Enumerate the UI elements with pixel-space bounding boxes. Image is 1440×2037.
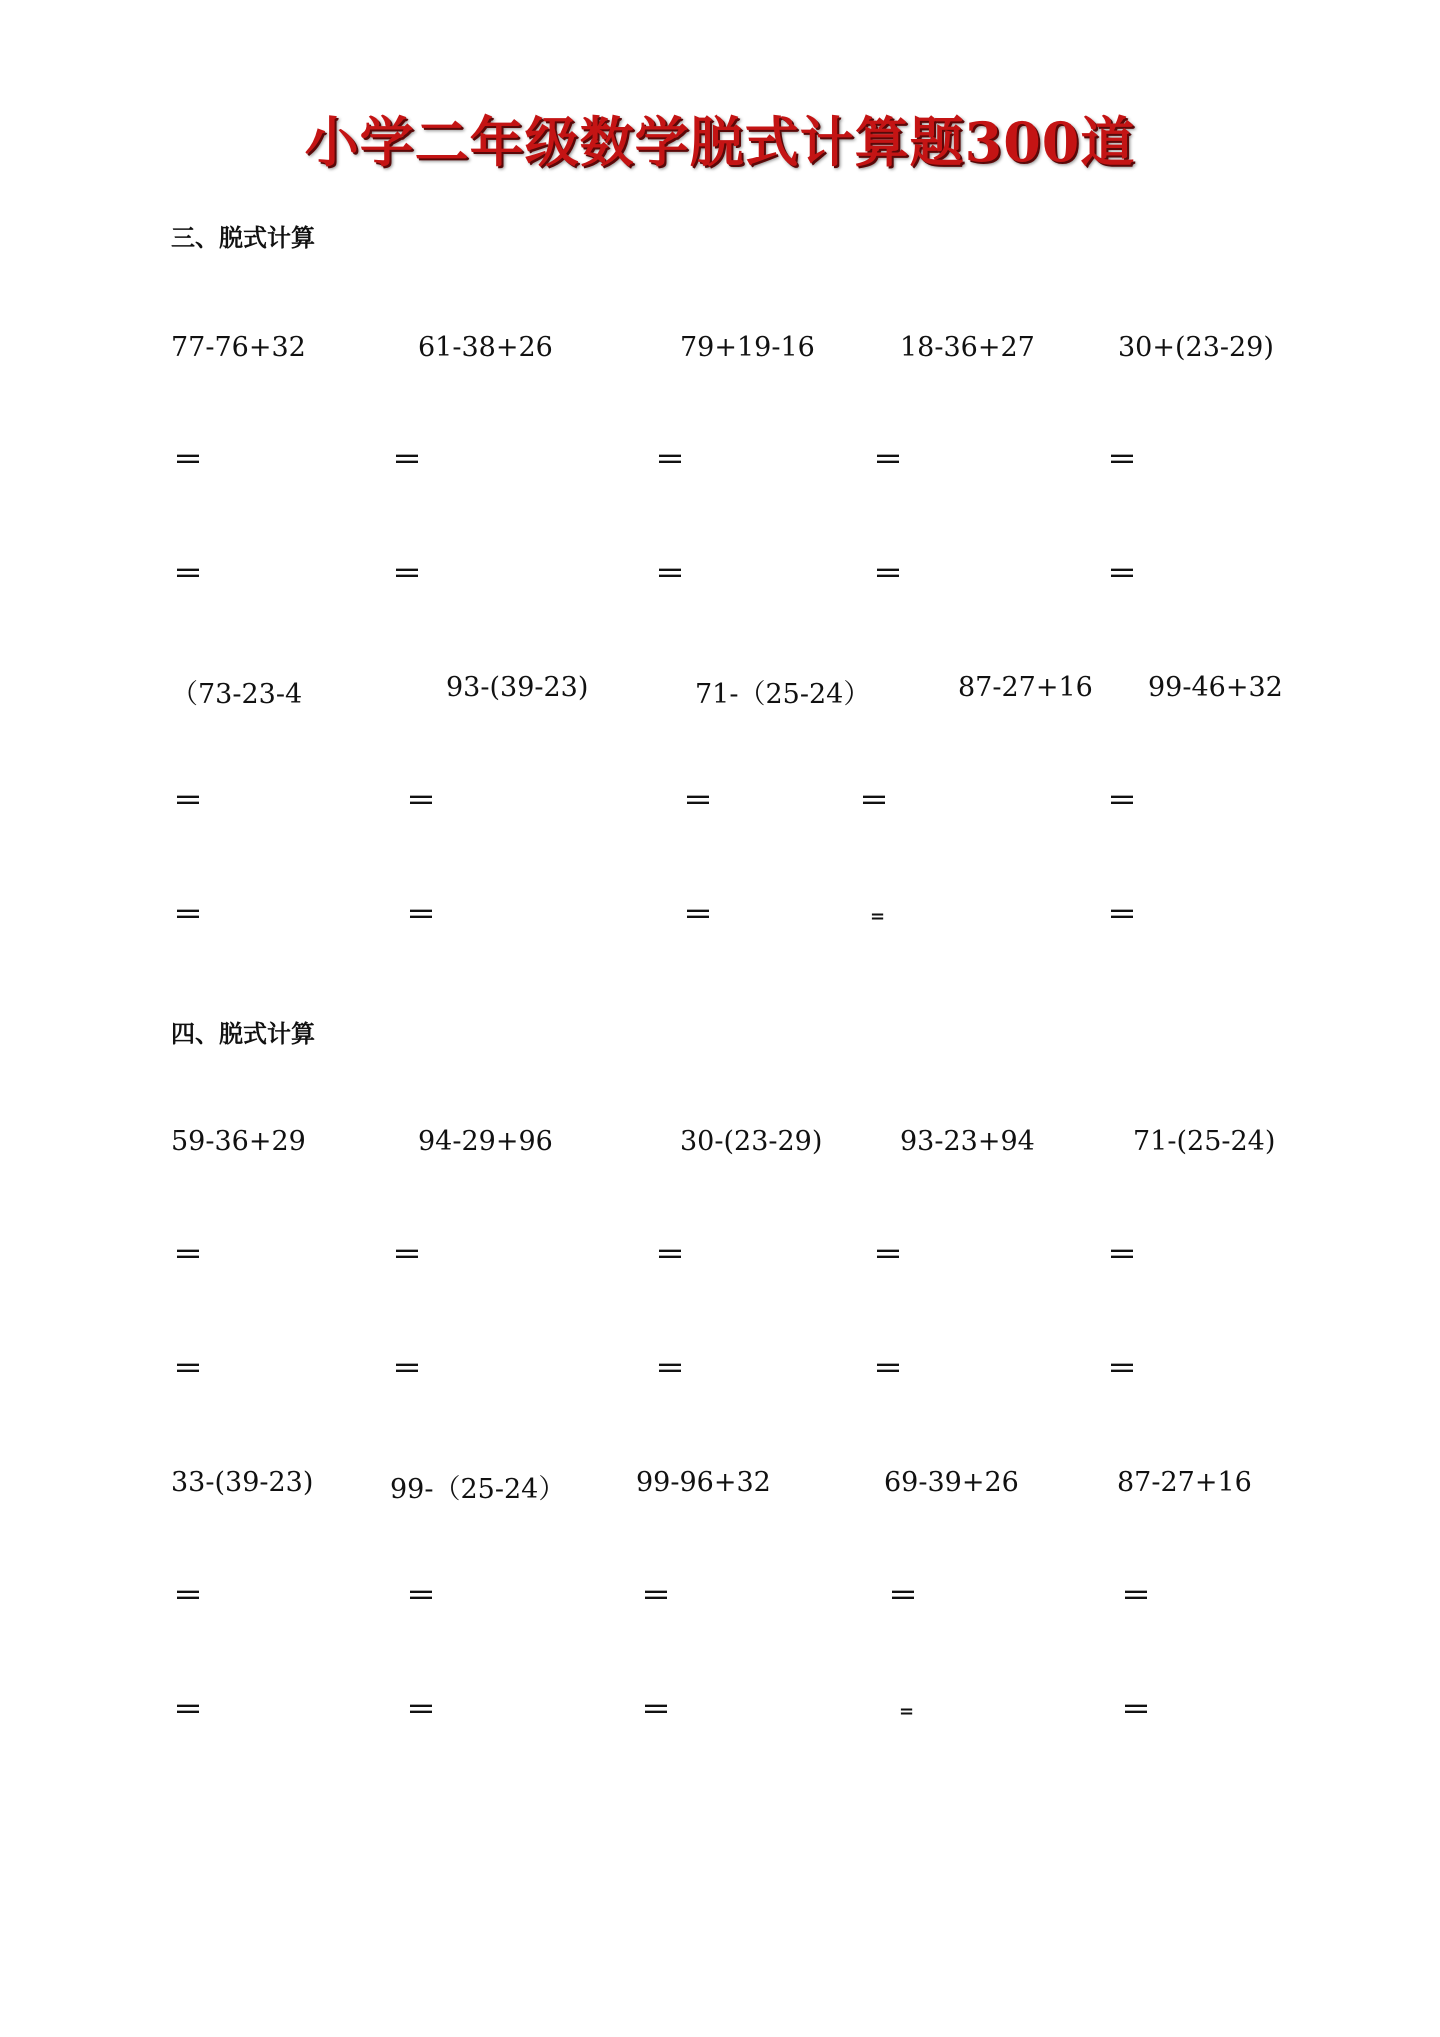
problem-4-2-3: 99-96+32 (636, 1467, 771, 1498)
answer-line: ＝ (1107, 1352, 1137, 1387)
answer-line: ＝ (641, 1693, 671, 1728)
answer-line: ＝ (859, 784, 889, 819)
answer-line: ＝ (392, 443, 422, 478)
problem-4-1-5: 71-(25-24) (1133, 1126, 1276, 1157)
problem-4-2-4: 69-39+26 (884, 1467, 1019, 1498)
problem-3-1-2: 61-38+26 (418, 332, 553, 363)
problem-4-1-4: 93-23+94 (900, 1126, 1035, 1157)
problem-3-1-5: 30+(23-29) (1118, 332, 1274, 363)
answer-line: ＝ (173, 443, 203, 478)
problem-4-2-2: 99-（25-24） (390, 1474, 566, 1505)
problem-3-2-2: 93-(39-23) (446, 672, 589, 703)
answer-line: ＝ (1107, 784, 1137, 819)
answer-line: = (870, 906, 886, 927)
section-heading-4: 四、脱式计算 (171, 1020, 315, 1048)
answer-line: = (899, 1701, 915, 1722)
answer-line: ＝ (406, 1693, 436, 1728)
problem-3-2-3: 71-（25-24） (695, 679, 871, 710)
answer-line: ＝ (173, 1238, 203, 1273)
answer-line: ＝ (655, 1238, 685, 1273)
answer-line: ＝ (406, 1579, 436, 1614)
answer-line: ＝ (392, 557, 422, 592)
answer-line: ＝ (683, 898, 713, 933)
problem-3-1-3: 79+19-16 (680, 332, 815, 363)
answer-line: ＝ (641, 1579, 671, 1614)
answer-line: ＝ (406, 784, 436, 819)
answer-line: ＝ (173, 1579, 203, 1614)
problem-4-1-1: 59-36+29 (171, 1126, 306, 1157)
problem-3-1-4: 18-36+27 (900, 332, 1035, 363)
answer-line: ＝ (1107, 557, 1137, 592)
page-title: 小学二年级数学脱式计算题300道 (304, 110, 1136, 174)
answer-line: ＝ (873, 1238, 903, 1273)
answer-line: ＝ (655, 443, 685, 478)
answer-line: ＝ (873, 443, 903, 478)
answer-line: ＝ (888, 1579, 918, 1614)
problem-4-1-2: 94-29+96 (418, 1126, 553, 1157)
answer-line: ＝ (173, 898, 203, 933)
problem-4-2-1: 33-(39-23) (171, 1467, 314, 1498)
answer-line: ＝ (392, 1238, 422, 1273)
answer-line: ＝ (406, 898, 436, 933)
answer-line: ＝ (392, 1352, 422, 1387)
answer-line: ＝ (655, 557, 685, 592)
answer-line: ＝ (873, 557, 903, 592)
answer-line: ＝ (173, 784, 203, 819)
answer-line: ＝ (1107, 443, 1137, 478)
answer-line: ＝ (173, 1693, 203, 1728)
problem-3-1-1: 77-76+32 (171, 332, 306, 363)
problem-4-2-5: 87-27+16 (1117, 1467, 1252, 1498)
answer-line: ＝ (1107, 898, 1137, 933)
problem-3-2-1: （73-23-4 (171, 679, 303, 710)
problem-3-2-5: 99-46+32 (1148, 672, 1283, 703)
answer-line: ＝ (655, 1352, 685, 1387)
problem-4-1-3: 30-(23-29) (680, 1126, 823, 1157)
answer-line: ＝ (1121, 1579, 1151, 1614)
section-heading-3: 三、脱式计算 (171, 224, 315, 252)
answer-line: ＝ (873, 1352, 903, 1387)
answer-line: ＝ (173, 1352, 203, 1387)
answer-line: ＝ (1107, 1238, 1137, 1273)
answer-line: ＝ (173, 557, 203, 592)
answer-line: ＝ (1121, 1693, 1151, 1728)
answer-line: ＝ (683, 784, 713, 819)
problem-3-2-4: 87-27+16 (958, 672, 1093, 703)
